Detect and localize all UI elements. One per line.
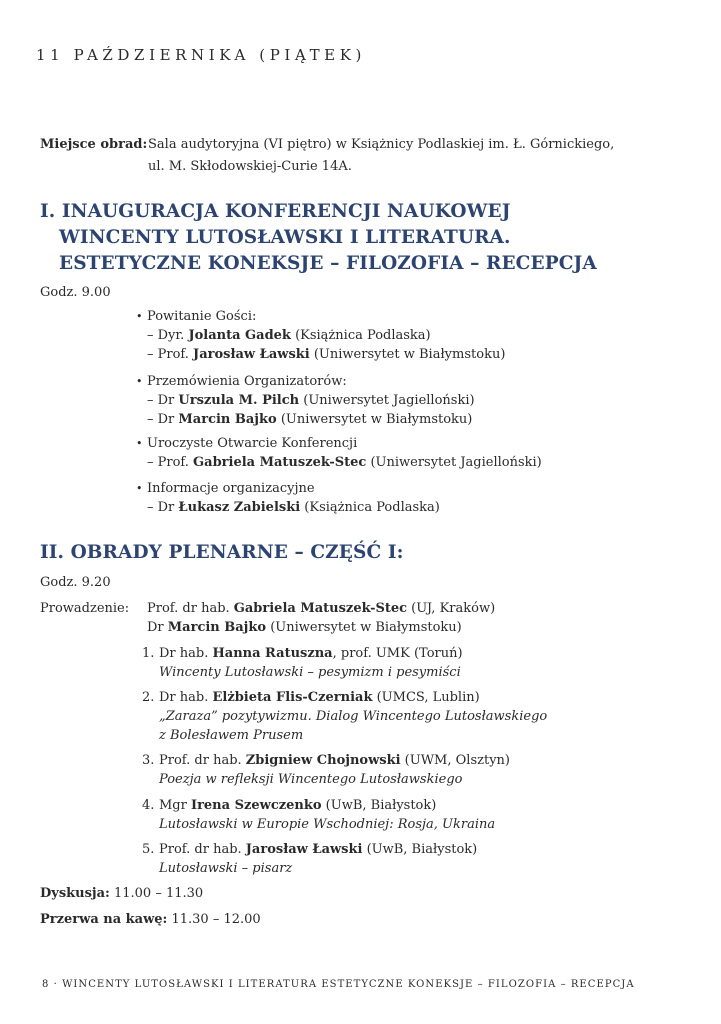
venue-line-2: ul. M. Skłodowskiej-Curie 14A.	[148, 159, 352, 174]
section1-title-line-1: I. INAUGURACJA KONFERENCJI NAUKOWEJ	[40, 201, 511, 222]
person-name: Marcin Bajko	[167, 620, 267, 635]
person-affiliation: (Uniwersytet Jagielloński)	[299, 393, 475, 408]
person-line	[147, 347, 505, 362]
break-time: 11.30 – 12.00	[167, 912, 261, 927]
break-line	[40, 912, 261, 927]
person-prefix: – Dr	[147, 500, 179, 515]
person-affiliation: (UMCS, Lublin)	[372, 690, 480, 705]
person-line	[147, 500, 440, 515]
person-prefix: Dr hab.	[159, 646, 213, 661]
person-prefix: Dr	[147, 620, 168, 635]
person-prefix: Dr hab.	[159, 690, 213, 705]
discussion-label: Dyskusja:	[40, 886, 110, 901]
page-footer: 8 · WINCENTY LUTOSŁAWSKI I LITERATURA ESTETYCZNE KONEKSJE – FILOZOFIA – RECEPCJA	[42, 979, 635, 990]
talk-number: 4.	[142, 798, 155, 813]
person-affiliation: (Książnica Podlaska)	[290, 328, 431, 343]
person-name: Jarosław Ławski	[245, 842, 363, 857]
talk-speaker	[159, 690, 480, 705]
talk-number: 3.	[142, 753, 155, 768]
person-name: Jarosław Ławski	[193, 347, 310, 362]
bullet-icon: •	[136, 375, 143, 388]
chair-line	[147, 601, 495, 616]
person-prefix: – Prof.	[147, 455, 194, 470]
section2-time: Godz. 9.20	[40, 575, 111, 590]
talk-number: 1.	[142, 646, 155, 661]
person-name: Urszula M. Pilch	[178, 393, 300, 408]
person-line	[147, 393, 475, 408]
section1-title-line-2: WINCENTY LUTOSŁAWSKI I LITERATURA.	[59, 227, 511, 248]
talk-title: „Zaraza” pozytywizmu. Dialog Wincentego Lutosławskiego	[159, 709, 548, 724]
person-affiliation: (Uniwersytet w Białymstoku)	[309, 347, 506, 362]
section1-title-line-3: ESTETYCZNE KONEKSJE – FILOZOFIA – RECEPCJA	[59, 253, 597, 274]
person-prefix: Prof. dr hab.	[159, 753, 246, 768]
person-name: Jolanta Gadek	[188, 328, 291, 343]
person-prefix: Prof. dr hab.	[159, 842, 246, 857]
talk-title: Wincenty Lutosławski – pesymizm i pesymiści	[159, 665, 461, 680]
break-label: Przerwa na kawę:	[40, 912, 168, 927]
item-heading: Powitanie Gości:	[147, 309, 257, 324]
talk-title: Lutosławski w Europie Wschodniej: Rosja, Ukraina	[159, 817, 496, 832]
person-name: Marcin Bajko	[178, 412, 277, 427]
person-line	[147, 412, 472, 427]
talk-number: 5.	[142, 842, 155, 857]
person-affiliation: , prof. UMK (Toruń)	[332, 646, 463, 661]
item-heading: Uroczyste Otwarcie Konferencji	[147, 436, 358, 451]
venue-line-1: Sala audytoryjna (VI piętro) w Książnicy Podlaskiej im. Ł. Górnickiego,	[148, 137, 615, 152]
person-prefix: – Prof.	[147, 347, 194, 362]
person-name: Gabriela Matuszek-Stec	[193, 455, 367, 470]
person-affiliation: (Uniwersytet w Białymstoku)	[276, 412, 473, 427]
person-affiliation: (UJ, Kraków)	[407, 601, 496, 616]
person-prefix: – Dr	[147, 393, 179, 408]
person-name: Hanna Ratuszna	[212, 646, 333, 661]
day-header: 11 PAŹDZIERNIKA (PIĄTEK)	[36, 46, 366, 64]
talk-title: z Bolesławem Prusem	[159, 728, 304, 743]
talk-speaker	[159, 753, 510, 768]
person-line	[147, 455, 542, 470]
person-line	[147, 328, 431, 343]
person-prefix: – Dyr.	[147, 328, 189, 343]
item-heading: Informacje organizacyjne	[147, 481, 315, 496]
bullet-icon: •	[136, 482, 143, 495]
person-name: Łukasz Zabielski	[178, 500, 301, 515]
discussion-time: 11.00 – 11.30	[109, 886, 204, 901]
discussion-line	[40, 886, 203, 901]
talk-title: Poezja w refleksji Wincentego Lutosławskiego	[159, 772, 463, 787]
talk-number: 2.	[142, 690, 155, 705]
person-affiliation: (Uniwersytet Jagielloński)	[366, 455, 542, 470]
person-affiliation: (UwB, Białystok)	[321, 798, 437, 813]
person-name: Gabriela Matuszek-Stec	[233, 601, 408, 616]
person-name: Irena Szewczenko	[190, 798, 322, 813]
talk-speaker	[159, 842, 477, 857]
person-name: Zbigniew Chojnowski	[245, 753, 401, 768]
bullet-icon: •	[136, 310, 143, 323]
person-prefix: – Dr	[147, 412, 179, 427]
talk-speaker	[159, 646, 463, 661]
person-prefix: Mgr	[159, 798, 191, 813]
chair-line	[147, 620, 462, 635]
item-heading: Przemówienia Organizatorów:	[147, 374, 347, 389]
talk-speaker	[159, 798, 436, 813]
person-affiliation: (UWM, Olsztyn)	[400, 753, 510, 768]
person-affiliation: (Uniwersytet w Białymstoku)	[266, 620, 462, 635]
chair-label: Prowadzenie:	[40, 601, 130, 616]
person-prefix: Prof. dr hab.	[147, 601, 234, 616]
person-name: Elżbieta Flis-Czerniak	[212, 690, 373, 705]
talk-title: Lutosławski – pisarz	[159, 861, 293, 876]
person-affiliation: (UwB, Białystok)	[362, 842, 478, 857]
section2-title: II. OBRADY PLENARNE – CZĘŚĆ I:	[40, 542, 404, 563]
section1-time: Godz. 9.00	[40, 285, 111, 300]
bullet-icon: •	[136, 437, 143, 450]
person-affiliation: (Książnica Podlaska)	[300, 500, 440, 515]
venue-label: Miejsce obrad:	[40, 137, 148, 152]
